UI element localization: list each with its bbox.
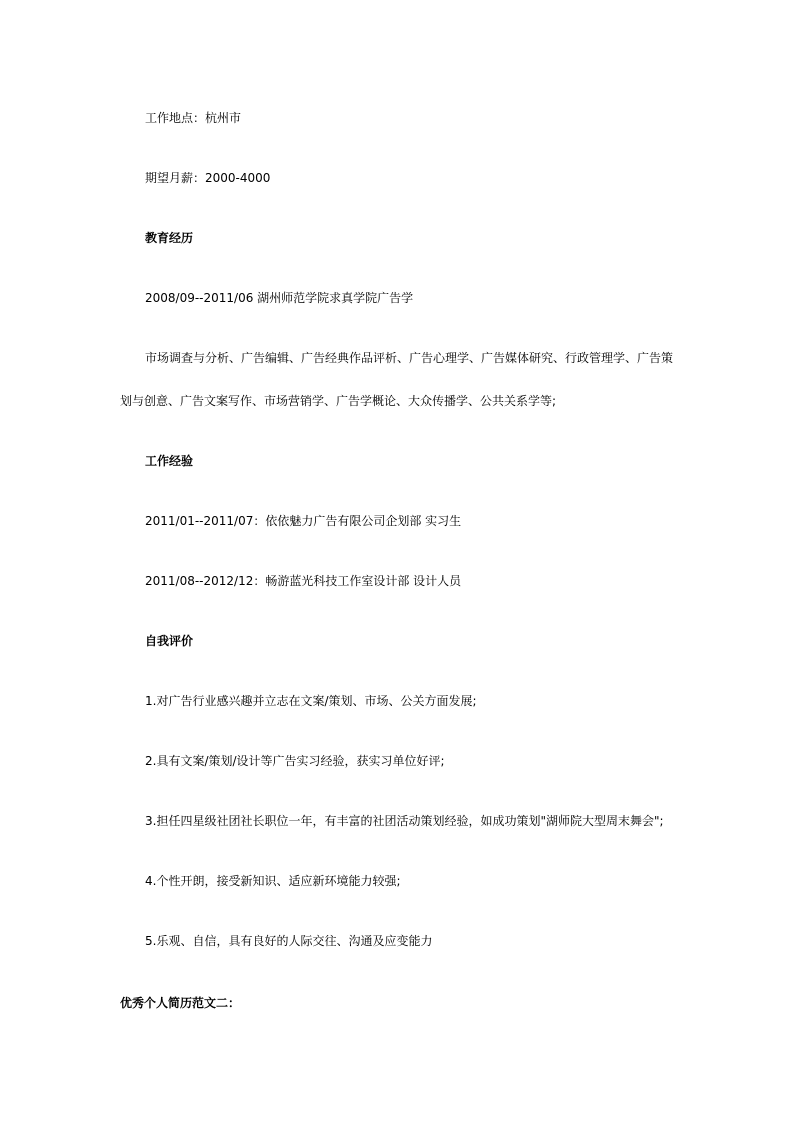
work-heading: 工作经验 xyxy=(145,454,194,468)
next-section-title: 优秀个人简历范文二： xyxy=(120,996,241,1010)
education-courses-line-1: 市场调查与分析、广告编辑、广告经典作品评析、广告心理学、广告媒体研究、行政管理学、广告策 xyxy=(145,351,674,365)
work-location: 工作地点：杭州市 xyxy=(145,111,242,125)
self-evaluation-item: 4.个性开朗，接受新知识、适应新环境能力较强; xyxy=(145,874,401,888)
self-evaluation-item: 3.担任四星级社团社长职位一年，有丰富的社团活动策划经验，如成功策划"湖师院大型周末舞会"; xyxy=(145,814,664,828)
education-entry: 2008/09--2011/06 湖州师范学院求真学院广告学 xyxy=(145,291,414,305)
self-evaluation-item: 5.乐观、自信，具有良好的人际交往、沟通及应变能力 xyxy=(145,934,433,948)
work-item: 2011/08--2012/12：畅游蓝光科技工作室设计部 设计人员 xyxy=(145,574,462,588)
expected-salary: 期望月薪：2000-4000 xyxy=(145,171,271,185)
education-heading: 教育经历 xyxy=(145,231,194,245)
work-item: 2011/01--2011/07：依依魅力广告有限公司企划部 实习生 xyxy=(145,514,462,528)
self-evaluation-item: 1.对广告行业感兴趣并立志在文案/策划、市场、公关方面发展; xyxy=(145,694,477,708)
self-evaluation-heading: 自我评价 xyxy=(145,634,194,648)
education-courses-line-2: 划与创意、广告文案写作、市场营销学、广告学概论、大众传播学、公共关系学等; xyxy=(120,394,557,408)
self-evaluation-item: 2.具有文案/策划/设计等广告实习经验，获实习单位好评; xyxy=(145,754,445,768)
